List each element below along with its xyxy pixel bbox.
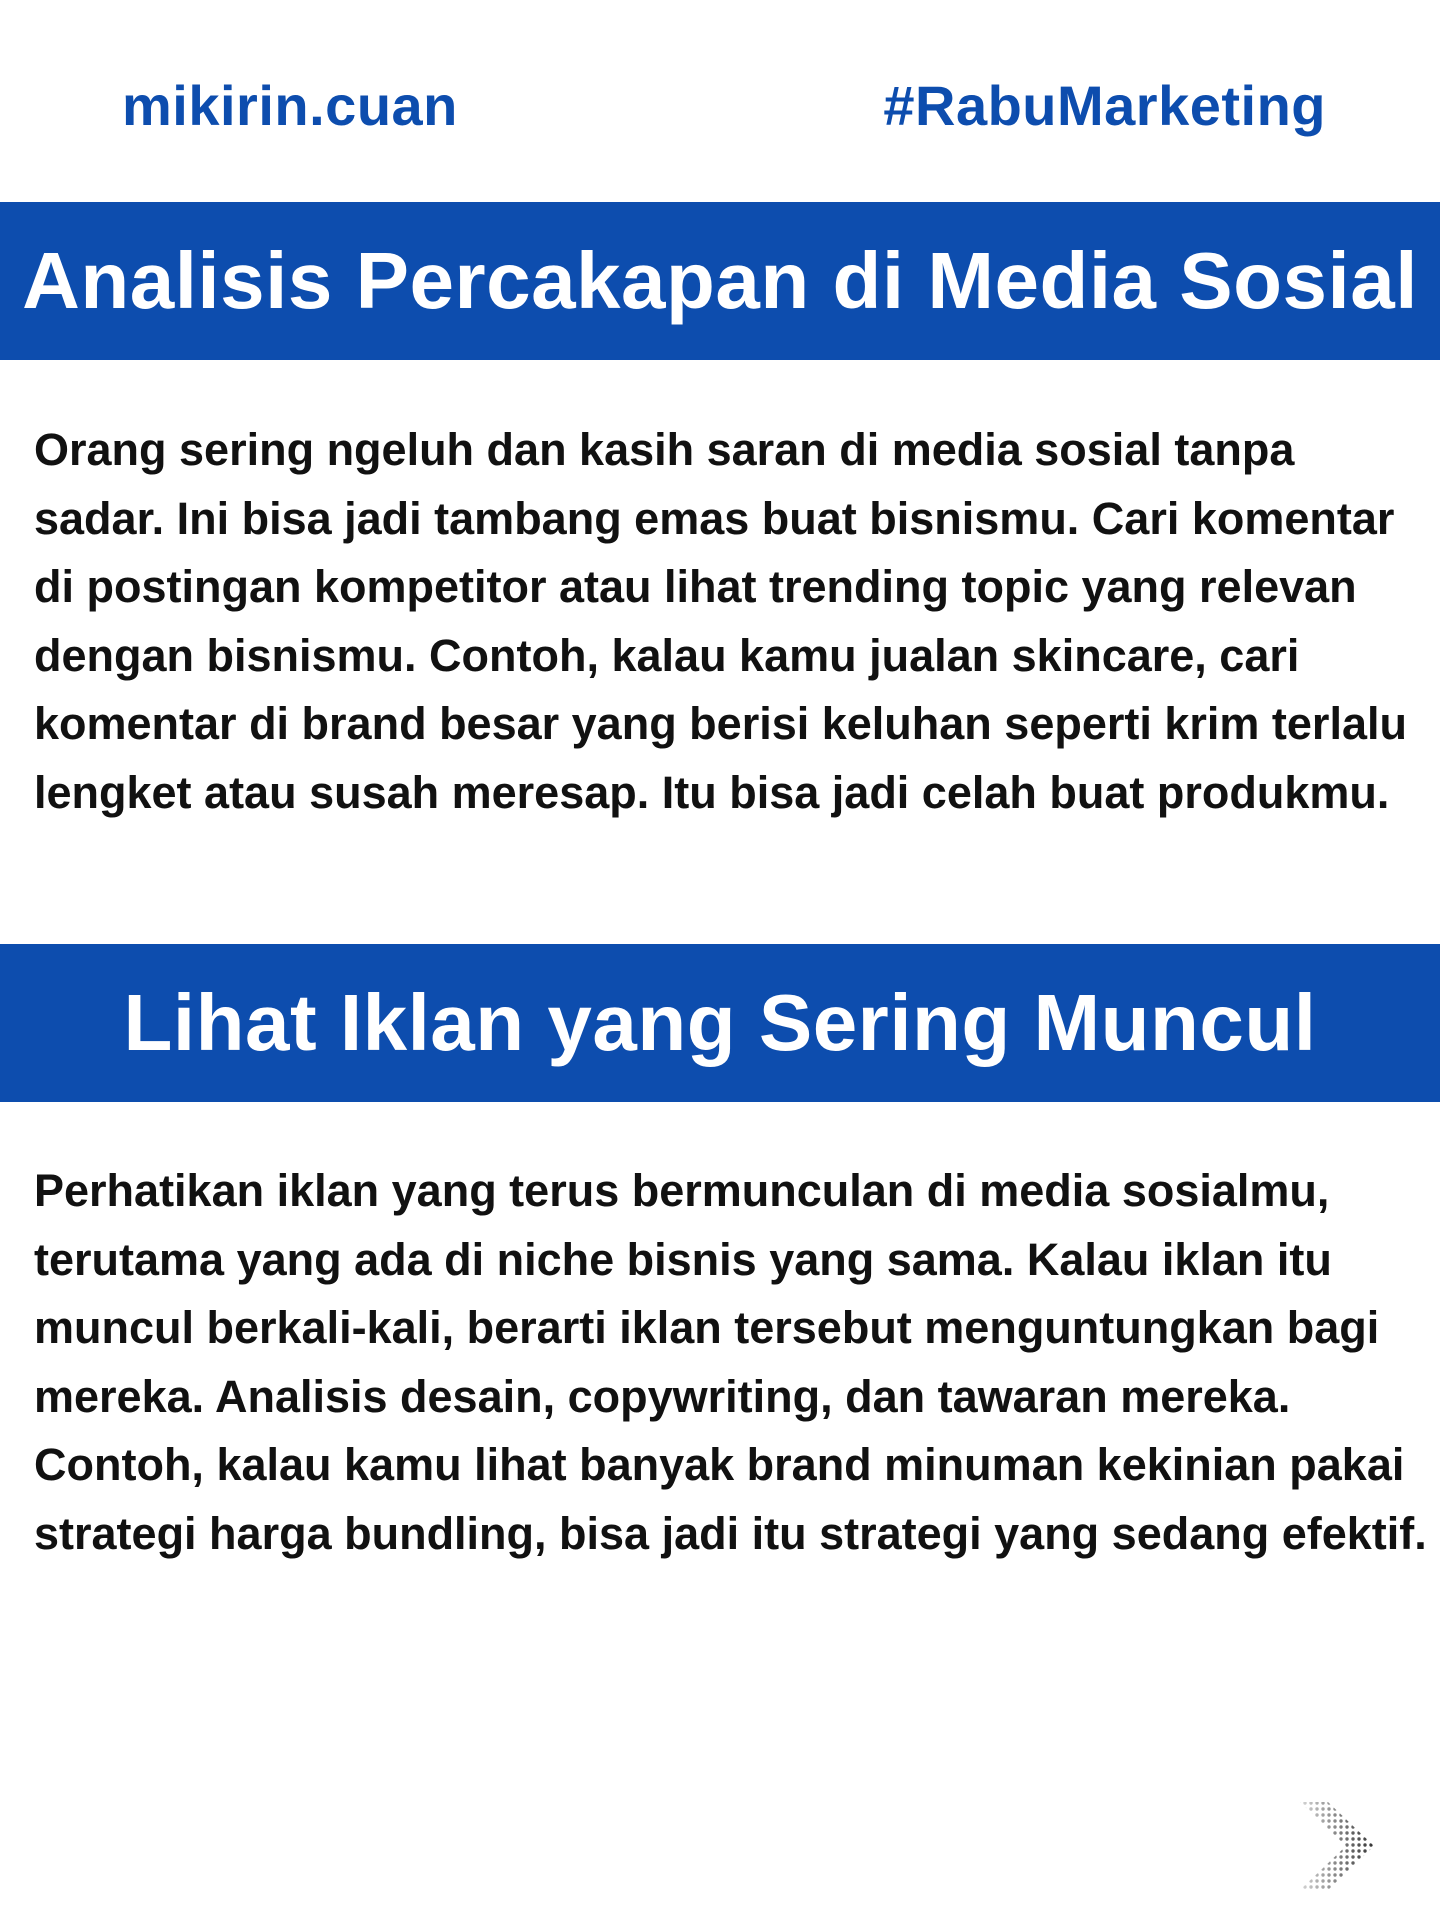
- section-1-title: Analisis Percakapan di Media Sosial: [22, 236, 1418, 325]
- chevron-right-icon[interactable]: [1296, 1800, 1378, 1892]
- hashtag-label: #RabuMarketing: [883, 74, 1326, 137]
- section-1-body: Orang sering ngeluh dan kasih saran di media sosial tanpa sadar. Ini bisa jadi tambang emas buat bisnismu. Cari komentar di postingan kompetitor atau lihat trending topic yang relevan dengan bisnismu. Contoh, kalau kamu jualan skincare, cari komentar di brand besar yang berisi keluhan seperti krim terlalu lengket atau susah meresap. Itu bisa jadi celah buat produkmu.: [34, 424, 1407, 818]
- section-2-body: Perhatikan iklan yang terus bermunculan di media sosialmu, terutama yang ada di niche bisnis yang sama. Kalau iklan itu muncul berkali-kali, berarti iklan tersebut menguntungkan bagi mereka. Analisis desain, copywriting, dan tawaran mereka. Contoh, kalau kamu lihat banyak brand minuman kekinian pakai strategi harga bundling, bisa jadi itu strategi yang sedang efektif.: [34, 1165, 1427, 1559]
- section-1-banner: [0, 202, 1440, 360]
- section-2-banner: [0, 944, 1440, 1102]
- brand-name: mikirin.cuan: [122, 74, 458, 137]
- section-2-title: Lihat Iklan yang Sering Muncul: [123, 978, 1317, 1067]
